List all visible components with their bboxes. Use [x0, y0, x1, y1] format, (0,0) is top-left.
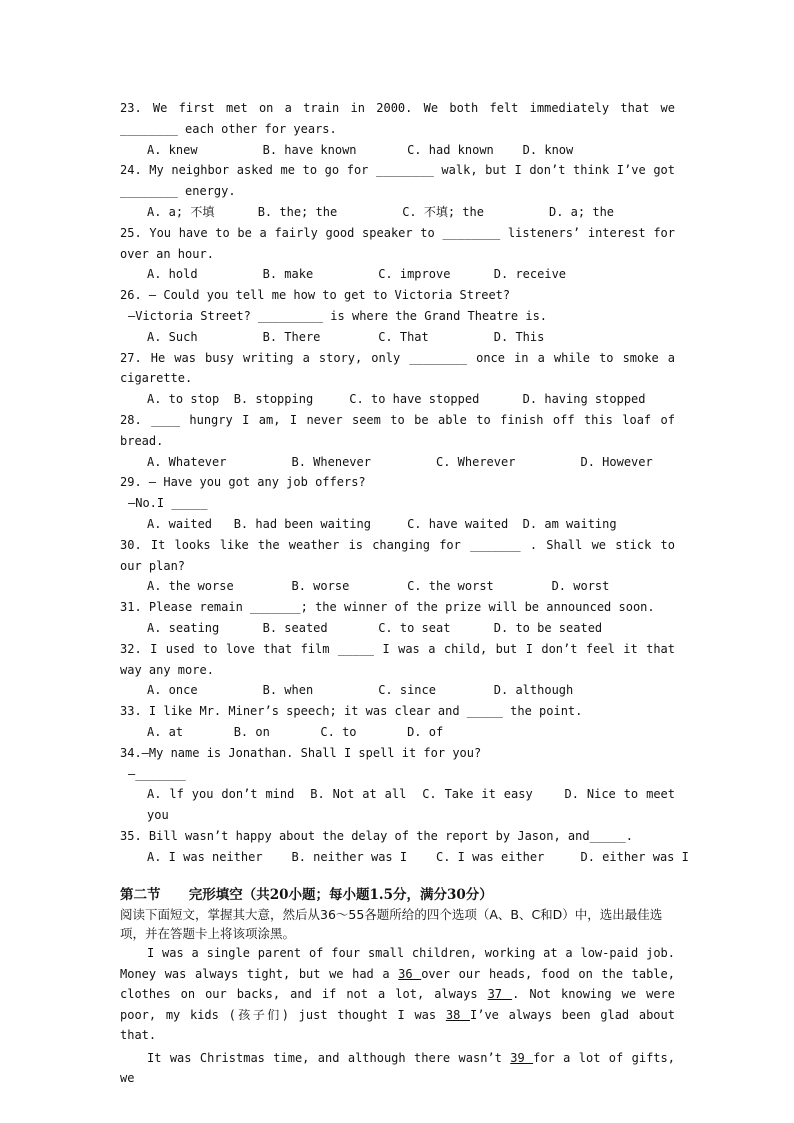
question-text: 32. I used to love that film _____ I was a child, but I don’t feel it that way any more.	[120, 641, 683, 677]
question-32	[120, 639, 683, 701]
passage-paragraph	[120, 1048, 675, 1089]
blank-38: 38	[445, 1007, 470, 1022]
question-35	[120, 826, 689, 868]
passage-text: for a lot of gifts, we	[120, 1050, 675, 1085]
question-options: A. knew B. have known C. had known D. know	[147, 142, 574, 157]
passage-text: I was a single parent of four small children, working at a low-paid job. Money was always tight, but we had a	[120, 946, 675, 981]
question-30	[120, 535, 683, 597]
question-options: A. the worse B. worse C. the worst D. worst	[147, 579, 610, 594]
question-options: A. once B. when C. since D. although	[147, 683, 574, 698]
question-options: A. lf you don’t mind B. Not at all C. Take it easy D. Nice to meet you	[147, 787, 683, 823]
passage-text: It was Christmas time, and although there wasn’t	[147, 1050, 511, 1065]
question-25	[120, 223, 683, 285]
question-options: A. to stop B. stopping C. to have stopped D. having stopped	[147, 392, 646, 407]
passage-text: . Not knowing we were poor, my kids (孩子们) just thought I was	[120, 987, 675, 1022]
question-dialogue-reply: —Victoria Street? _________ is where the Grand Theatre is.	[128, 308, 548, 323]
question-options: A. Such B. There C. That D. This	[147, 329, 545, 344]
question-34	[120, 743, 683, 826]
question-text: 24. My neighbor asked me to go for ________ walk, but I don’t think I’ve got ________ energy.	[120, 163, 683, 199]
question-23	[120, 98, 683, 160]
question-29	[120, 472, 675, 534]
question-list	[120, 98, 689, 867]
question-dialogue-reply: —No.I _____	[128, 496, 208, 511]
question-text: 27. He was busy writing a story, only ________ once in a while to smoke a cigarette.	[120, 350, 683, 386]
exam-page	[120, 98, 689, 1088]
passage-text: over our heads, food on the table, clothes on our backs, and if not a lot, always	[120, 966, 675, 1002]
question-27	[120, 348, 683, 410]
blank-37: 37	[487, 987, 513, 1002]
blank-39: 39	[510, 1050, 534, 1065]
blank-36: 36	[398, 966, 422, 981]
question-options: A. a; 不填 B. the; the C. 不填; the D. a; the	[147, 204, 615, 219]
question-28	[120, 410, 683, 472]
question-options: A. Whatever B. Whenever C. Wherever D. However	[147, 454, 653, 469]
question-33	[120, 701, 675, 743]
passage-text: I’ve always been glad about that.	[120, 1007, 675, 1043]
question-text: 31. Please remain _______; the winner of the prize will be announced soon.	[120, 600, 655, 615]
question-text: 33. I like Mr. Miner’s speech; it was clear and _____ the point.	[120, 704, 583, 719]
section-instruction: 阅读下面短文，掌握其大意，然后从36～55各题所给的四个选项（A、B、C和D）中，选出最佳选项，并在答题卡上将该项涂黑。	[120, 907, 663, 942]
question-options: A. at B. on C. to D. of	[147, 724, 444, 739]
question-options: A. seating B. seated C. to seat D. to be seated	[147, 620, 603, 635]
cloze-passage	[120, 943, 675, 1088]
question-options: A. waited B. had been waiting C. have waited D. am waiting	[147, 516, 617, 531]
question-dialogue-reply: —_______	[128, 766, 186, 781]
question-options: A. hold B. make C. improve D. receive	[147, 267, 567, 282]
question-text: 30. It looks like the weather is changing for _______ . Shall we stick to our plan?	[120, 537, 683, 573]
question-text: 26. — Could you tell me how to get to Victoria Street?	[120, 288, 511, 303]
question-text: 34.—My name is Jonathan. Shall I spell it for you?	[120, 745, 482, 760]
question-options: A. I was neither B. neither was I C. I was either D. either was I	[147, 849, 689, 864]
question-text: 35. Bill wasn’t happy about the delay of the report by Jason, and_____.	[120, 828, 633, 843]
question-26	[120, 285, 675, 347]
question-text: 25. You have to be a fairly good speaker to ________ listeners’ interest for over an hour.	[120, 225, 683, 261]
question-24	[120, 160, 683, 222]
question-text: 23. We first met on a train in 2000. We both felt immediately that we ________ each other for years.	[120, 101, 683, 136]
question-text: 29. — Have you got any job offers?	[120, 475, 366, 490]
passage-paragraph	[120, 943, 675, 1045]
question-31	[120, 597, 675, 639]
section-title: 第二节 完形填空（共20小题；每小题1.5分，满分30分）	[120, 887, 493, 904]
question-text: 28. ____ hungry I am, I never seem to be able to finish off this loaf of bread.	[120, 412, 683, 448]
